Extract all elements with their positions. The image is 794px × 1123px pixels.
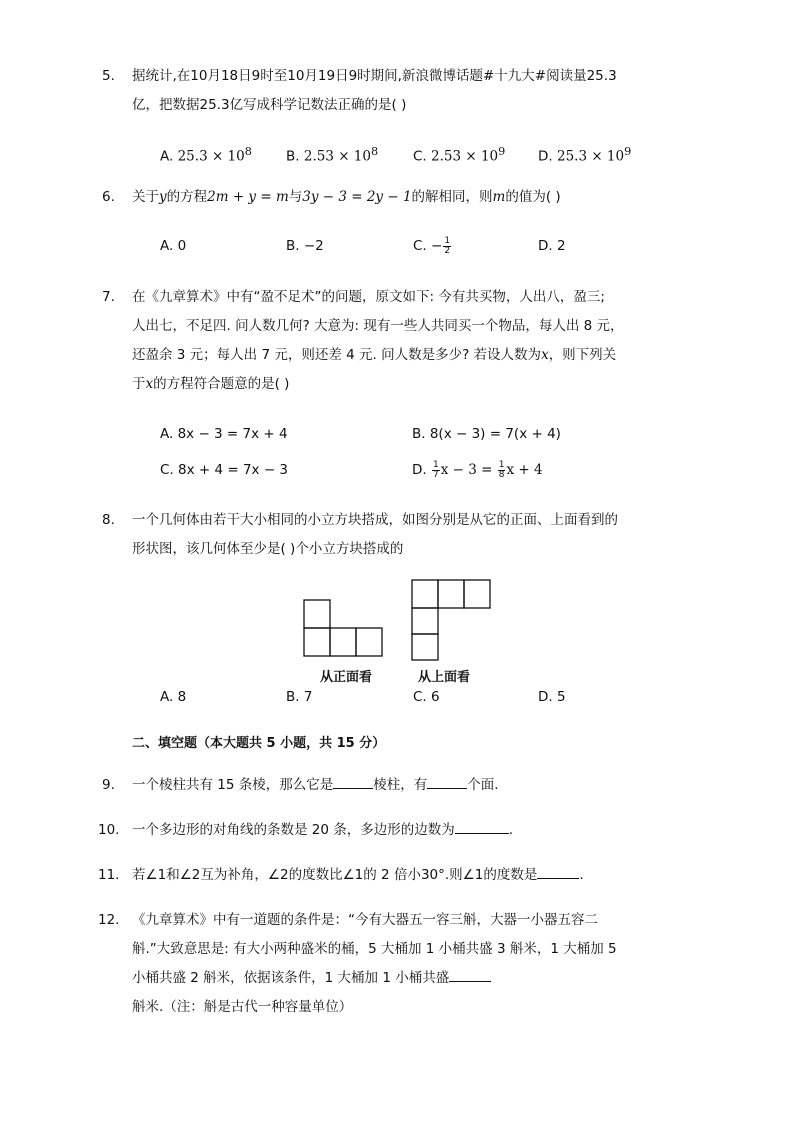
question-text-line: 在《九章算术》中有“盈不足术”的问题，原文如下: 今有共买物，人出八，盈三;	[132, 289, 605, 305]
question-text-line: 一个棱柱共有 15 条棱，那么它是 棱柱，有 个面.	[132, 771, 662, 800]
question-9	[102, 771, 662, 800]
question-text-line: 还盈余 3 元；每人出 7 元，则还差 4 元. 问人数是多少? 若设人数为x，则下列关	[132, 347, 617, 363]
top-view-cube	[438, 580, 464, 608]
question-text-line: 形状图，该几何体至少是( )个小立方块搭成的	[132, 541, 404, 557]
top-view-cube	[412, 608, 438, 634]
option-c[interactable]: C. 6	[413, 689, 440, 705]
answer-blank[interactable]	[537, 862, 579, 879]
question-text-line: 小桶共盛 2 斛米，依据该条件，1 大桶加 1 小桶共盛	[132, 964, 662, 993]
option-a[interactable]: A. 8x − 3 = 7x + 4	[160, 426, 288, 442]
front-view-caption: 从正面看	[320, 670, 373, 685]
question-text-line: 斛米.（注：斛是古代一种容量单位）	[132, 999, 353, 1015]
question-text-line: 斛.”大致意思是: 有大小两种盛米的桶，5 大桶加 1 小桶共盛 3 斛米，1 大桶加 5	[132, 941, 617, 957]
option-c[interactable]: C. $2.53 \times 10^9$	[413, 145, 506, 165]
top-view-cube	[464, 580, 490, 608]
question-text-line: 一个几何体由若干大小相同的小立方块搭成，如图分别是从它的正面、上面看到的	[132, 512, 618, 528]
top-view-cube	[412, 580, 438, 608]
section-heading: 二、填空题（本大题共 5 小题，共 15 分）	[132, 736, 386, 751]
option-d[interactable]: D. 5	[538, 689, 566, 705]
option-b[interactable]: B. $2.53 \times 10^8$	[286, 145, 379, 165]
front-view-cube	[304, 600, 330, 628]
option-b[interactable]: B. 8(x − 3) = 7(x + 4)	[412, 426, 561, 442]
question-10	[98, 816, 662, 845]
question-text-line: 人出七，不足四. 问人数几何? 大意为: 现有一些人共同买一个物品，每人出 8 元，	[132, 318, 624, 334]
top-view-diagram	[412, 580, 490, 660]
answer-blank[interactable]	[449, 965, 491, 982]
option-a[interactable]: A. $25.3 \times 10^8$	[160, 145, 252, 165]
question-number: 11.	[98, 867, 120, 883]
answer-blank[interactable]	[333, 772, 373, 789]
question-text-line: 若∠1和∠2互为补角，∠2的度数比∠1的 2 倍小30°.则∠1的度数是 .	[132, 861, 662, 890]
option-b[interactable]: B. −2	[286, 238, 324, 254]
front-view-cube	[304, 628, 330, 656]
question-12	[98, 906, 662, 1022]
option-d[interactable]: D. 2	[538, 238, 566, 254]
question-8-options	[160, 687, 660, 707]
question-text-line: 关于y的方程2m + y = m与3y − 3 = 2y − 1的解相同，则m的值为( )	[132, 189, 561, 205]
front-view-cube	[356, 628, 382, 656]
question-11	[98, 861, 662, 890]
question-text-line: 于x的方程符合题意的是( )	[132, 376, 290, 392]
option-b[interactable]: B. 7	[286, 689, 313, 705]
question-number: 6.	[102, 189, 115, 205]
option-a[interactable]: A. 8	[160, 689, 187, 705]
option-d[interactable]: D. $\frac{1}{7}$ x − 3 = $\frac{1}{8}$ x + 4	[412, 459, 543, 480]
option-c[interactable]: C. 8x + 4 = 7x − 3	[160, 462, 289, 478]
question-number: 9.	[102, 777, 115, 793]
front-view-cube	[330, 628, 356, 656]
question-number: 10.	[98, 822, 120, 838]
option-c[interactable]: C. − $\frac{1}{2}$	[413, 235, 451, 256]
question-text-line: 亿，把数据25.3亿写成科学记数法正确的是( )	[132, 97, 407, 113]
front-view-diagram	[304, 600, 382, 656]
question-number: 8.	[102, 512, 115, 528]
question-text-line: 据统计,在10月18日9时至10月19日9时期间,新浪微博话题#十九大#阅读量25.3	[132, 68, 617, 84]
question-text-line: 《九章算术》中有一道题的条件是：“今有大器五一容三斛，大器一小器五容二	[132, 912, 598, 928]
question-number: 7.	[102, 289, 115, 305]
question-number: 5.	[102, 68, 115, 84]
question-number: 12.	[98, 912, 120, 928]
top-view-cube	[412, 634, 438, 660]
question-text-line: 一个多边形的对角线的条数是 20 条，多边形的边数为 .	[132, 816, 662, 845]
answer-blank[interactable]	[455, 817, 509, 834]
answer-blank[interactable]	[427, 772, 467, 789]
option-d[interactable]: D. $25.3 \times 10^9$	[538, 145, 632, 165]
top-view-caption: 从上面看	[418, 670, 471, 685]
option-a[interactable]: A. 0	[160, 238, 187, 254]
